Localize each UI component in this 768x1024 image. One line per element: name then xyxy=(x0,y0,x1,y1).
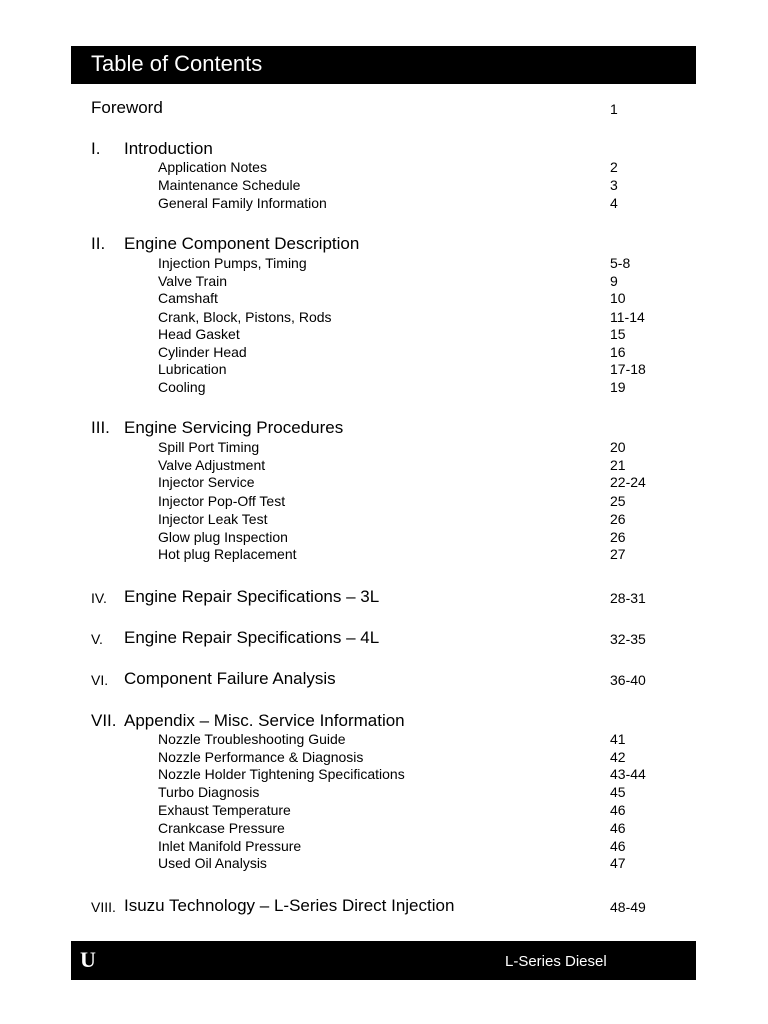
item-page: 27 xyxy=(610,546,626,562)
item-title: Crank, Block, Pistons, Rods xyxy=(158,309,332,325)
item-title: Nozzle Troubleshooting Guide xyxy=(158,731,346,747)
section-number: III. xyxy=(91,418,110,437)
toc-item xyxy=(0,855,768,873)
publication-name: L-Series Diesel xyxy=(505,953,607,970)
item-title: Injector Service xyxy=(158,474,255,490)
toc-item xyxy=(0,474,768,492)
toc-item xyxy=(0,784,768,802)
item-title: Glow plug Inspection xyxy=(158,529,288,545)
item-page: 43-44 xyxy=(610,766,646,782)
toc-section xyxy=(0,234,768,252)
toc-section xyxy=(0,418,768,436)
section-number: VIII. xyxy=(91,899,116,915)
item-page: 20 xyxy=(610,439,626,455)
section-title: Engine Component Description xyxy=(124,234,360,253)
section-title: Engine Servicing Procedures xyxy=(124,418,344,437)
toc-header-bar xyxy=(71,46,696,84)
toc-item xyxy=(0,159,768,177)
item-page: 17-18 xyxy=(610,361,646,377)
toc-item xyxy=(0,273,768,291)
item-title: Application Notes xyxy=(158,159,267,175)
isuzu-logo: U xyxy=(80,947,96,972)
item-page: 11-14 xyxy=(610,309,645,325)
item-page: 9 xyxy=(610,273,618,289)
section-title: Introduction xyxy=(124,139,213,158)
toc-item xyxy=(0,379,768,397)
section-title: Isuzu Technology – L-Series Direct Injection xyxy=(124,896,455,915)
section-page: 36-40 xyxy=(610,672,646,688)
toc-item xyxy=(0,361,768,379)
item-page: 47 xyxy=(610,855,626,871)
section-number: VII. xyxy=(91,711,117,730)
item-title: Cylinder Head xyxy=(158,344,247,360)
toc-section xyxy=(0,669,768,687)
toc-item xyxy=(0,290,768,308)
section-number: I. xyxy=(91,139,101,158)
toc-item xyxy=(0,457,768,475)
item-page: 41 xyxy=(610,731,626,747)
item-title: Turbo Diagnosis xyxy=(158,784,260,800)
section-title: Engine Repair Specifications – 4L xyxy=(124,628,380,647)
item-title: Head Gasket xyxy=(158,326,240,342)
item-title: Crankcase Pressure xyxy=(158,820,285,836)
section-title: Component Failure Analysis xyxy=(124,669,336,688)
item-page: 2 xyxy=(610,159,618,175)
item-page: 15 xyxy=(610,326,626,342)
item-title: Valve Adjustment xyxy=(158,457,266,473)
toc-item xyxy=(0,255,768,273)
toc-item xyxy=(0,838,768,856)
toc-section xyxy=(0,587,768,605)
item-title: Nozzle Holder Tightening Specifications xyxy=(158,766,405,782)
item-title: Used Oil Analysis xyxy=(158,855,267,871)
item-title: Lubrication xyxy=(158,361,227,377)
item-page: 42 xyxy=(610,749,626,765)
item-page: 45 xyxy=(610,784,626,800)
item-title: Injector Leak Test xyxy=(158,511,268,527)
toc-item xyxy=(0,766,768,784)
section-title: Engine Repair Specifications – 3L xyxy=(124,587,380,606)
item-title: Hot plug Replacement xyxy=(158,546,297,562)
section-number: VI. xyxy=(91,672,109,688)
item-title: General Family Information xyxy=(158,195,327,211)
section-page: 1 xyxy=(610,101,618,117)
section-title: Foreword xyxy=(91,98,163,117)
section-number: II. xyxy=(91,234,106,253)
item-title: Cooling xyxy=(158,379,206,395)
item-title: Inlet Manifold Pressure xyxy=(158,838,302,854)
item-page: 3 xyxy=(610,177,618,193)
item-page: 10 xyxy=(610,290,626,306)
item-page: 19 xyxy=(610,379,626,395)
item-title: Maintenance Schedule xyxy=(158,177,301,193)
toc-item xyxy=(0,749,768,767)
item-page: 46 xyxy=(610,838,626,854)
toc-item xyxy=(0,802,768,820)
toc-item xyxy=(0,546,768,564)
toc-item xyxy=(0,820,768,838)
item-title: Injection Pumps, Timing xyxy=(158,255,307,271)
item-title: Injector Pop-Off Test xyxy=(158,493,286,509)
toc-item xyxy=(0,344,768,362)
toc-item xyxy=(0,529,768,547)
item-page: 16 xyxy=(610,344,626,360)
toc-item xyxy=(0,731,768,749)
item-title: Camshaft xyxy=(158,290,218,306)
toc-section xyxy=(0,711,768,729)
toc-section xyxy=(0,98,768,116)
item-page: 5-8 xyxy=(610,255,631,271)
toc-item xyxy=(0,177,768,195)
item-page: 26 xyxy=(610,529,626,545)
toc-item xyxy=(0,493,768,511)
section-number: IV. xyxy=(91,590,107,606)
item-title: Nozzle Performance & Diagnosis xyxy=(158,749,364,765)
section-title: Appendix – Misc. Service Information xyxy=(124,711,405,730)
item-page: 25 xyxy=(610,493,626,509)
toc-section xyxy=(0,139,768,157)
section-number: V. xyxy=(91,631,103,647)
page-title: Table of Contents xyxy=(91,51,263,76)
item-page: 4 xyxy=(610,195,618,211)
item-page: 46 xyxy=(610,802,626,818)
item-page: 22-24 xyxy=(610,474,646,490)
toc-section xyxy=(0,896,768,914)
item-page: 21 xyxy=(610,457,626,473)
toc-item xyxy=(0,195,768,213)
toc-item xyxy=(0,511,768,529)
item-title: Exhaust Temperature xyxy=(158,802,291,818)
item-page: 46 xyxy=(610,820,626,836)
toc-item xyxy=(0,326,768,344)
item-title: Valve Train xyxy=(158,273,227,289)
section-page: 28-31 xyxy=(610,590,646,606)
toc-section xyxy=(0,628,768,646)
section-page: 32-35 xyxy=(610,631,646,647)
item-page: 26 xyxy=(610,511,626,527)
toc-item xyxy=(0,309,768,327)
footer-bar xyxy=(71,941,696,980)
item-title: Spill Port Timing xyxy=(158,439,260,455)
toc-item xyxy=(0,439,768,457)
section-page: 48-49 xyxy=(610,899,646,915)
